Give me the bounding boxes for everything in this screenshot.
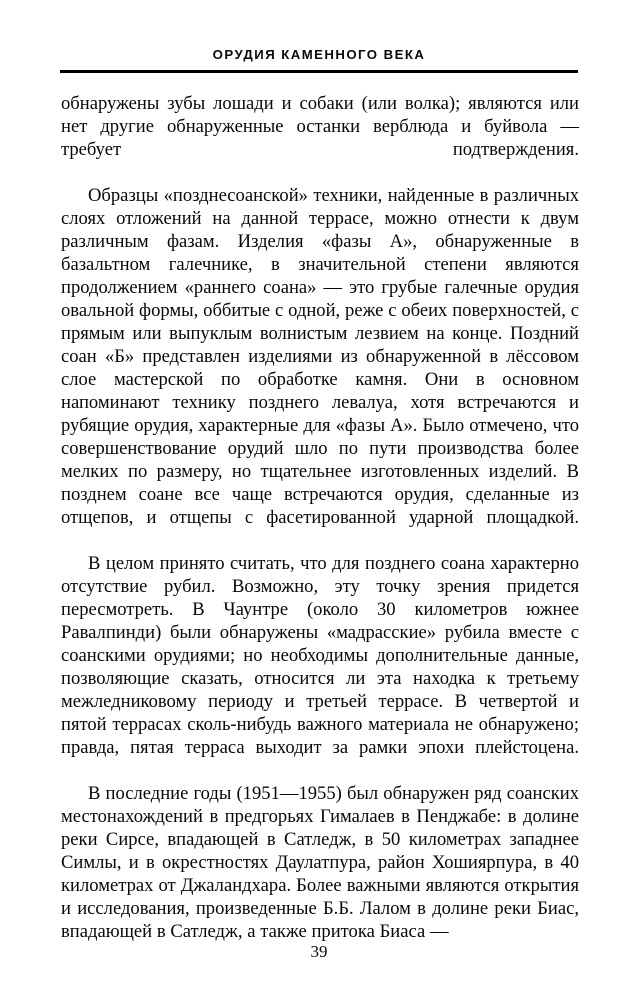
paragraph: Образцы «позднесоанской» техники, найденные в различных слоях отложений на данной террасе, можно отнести к двум различным фазам. Изделия «фазы А», обнаруженные в базальтном галечнике, в значительной степени являются продолжением «раннего соана» — это грубые галечные орудия овальной формы, оббитые с одной, реже с обеих поверхностей, с прямым или выпуклым волнистым лезвием на конце. Поздний соан «Б» представлен изделиями из обнаруженной в лёссовом слое мастерской по обработке камня. Они в основном напоминают технику позднего левалуа, хотя встречаются и рубящие орудия, характерные для «фазы А». Было отмечено, что совершенствование орудий шло по пути производства более мелких по размеру, но тщательнее изготовленных изделий. В позднем соане все чаще встречаются орудия, сделанные из отщепов, и отщепы с фасетированной ударной площадкой.: [61, 185, 579, 528]
paragraph: В последние годы (1951—1955) был обнаружен ряд соанских местонахождений в предгорьях Гималаев в Пенджабе: в долине реки Сирсе, впадающей в Сатледж, в 50 километрах западнее Симлы, и в окрестностях Даулатпура, район Хошиярпура, в 40 километрах от Джаландхара. Более важными являются открытия и исследования, произведенные Б.Б. Лалом в долине реки Биас, впадающей в Сатледж, а также притока Биаса —: [61, 783, 579, 942]
paragraph: В целом принято считать, что для позднего соана характерно отсутствие рубил. Возможно, эту точку зрения придется пересмотреть. В Чаунтре (около 30 километров южнее Равалпинди) были обнаружены «мадрасские» рубила вместе с соанскими орудиями; но необходимы дополнительные данные, позволяющие сказать, относится ли эта находка к третьему межледниковому периоду и третьей террасе. В четвертой и пятой террасах сколь-нибудь важного материала не обнаружено; правда, пятая терраса выходит за рамки эпохи плейстоцена.: [61, 553, 579, 758]
header-rule: [60, 70, 578, 73]
page-number: 39: [310, 942, 328, 961]
paragraph: обнаружены зубы лошади и собаки (или волка); являются или нет другие обнаруженные останки верблюда и буйвола — требует подтверждения.: [61, 93, 579, 160]
running-head: ОРУДИЯ КАМЕННОГО ВЕКА: [212, 47, 426, 62]
body-text-block: [61, 92, 579, 943]
